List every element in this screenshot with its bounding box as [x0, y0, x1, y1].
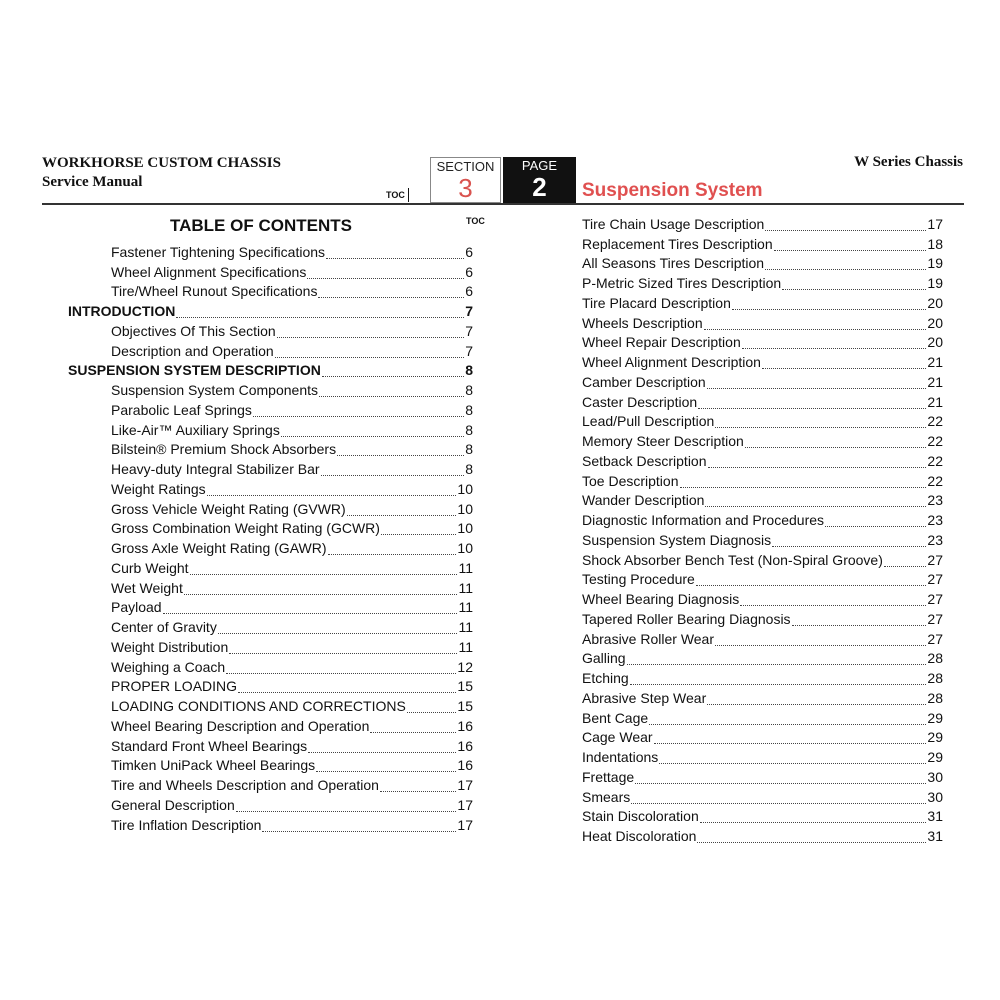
toc-entry[interactable]: [68, 775, 473, 795]
dot-leader: [236, 811, 457, 812]
manual-brand: [42, 154, 281, 192]
dot-leader: [407, 712, 457, 713]
dot-leader: [321, 475, 465, 476]
toc-entry-title: Wheel Bearing Description and Operation: [111, 717, 370, 734]
section-label: SECTION: [436, 159, 495, 174]
toc-entry[interactable]: [68, 598, 473, 618]
toc-entry-page: 7: [465, 322, 473, 339]
toc-entry[interactable]: [582, 333, 943, 353]
toc-entry-title: Suspension System Components: [111, 382, 318, 399]
toc-entry[interactable]: [582, 728, 943, 748]
dot-leader: [825, 526, 926, 527]
toc-entry-title: Timken UniPack Wheel Bearings: [111, 757, 316, 774]
toc-entry[interactable]: [68, 677, 473, 697]
toc-entry-title: Gross Vehicle Weight Rating (GVWR): [111, 500, 346, 517]
toc-entry-page: 20: [927, 334, 943, 351]
toc-entry-page: 6: [465, 243, 473, 260]
dot-leader: [381, 534, 456, 535]
toc-entry[interactable]: [582, 471, 943, 491]
toc-entry-page: 10: [457, 520, 473, 537]
toc-entry[interactable]: [582, 629, 943, 649]
toc-column-left: [68, 242, 473, 835]
toc-entry-title: Diagnostic Information and Procedures: [582, 512, 825, 529]
dot-leader: [774, 250, 927, 251]
toc-entry[interactable]: [68, 815, 473, 835]
dot-leader: [742, 348, 927, 349]
toc-entry-title: Gross Axle Weight Rating (GAWR): [111, 540, 327, 557]
toc-entry-title: Center of Gravity: [111, 619, 217, 636]
toc-entry[interactable]: [582, 787, 943, 807]
dot-leader: [380, 791, 456, 792]
toc-entry-page: 23: [927, 512, 943, 529]
toc-entry-page: 20: [927, 314, 943, 331]
page-number: 2: [532, 172, 547, 202]
toc-link[interactable]: TOC: [386, 188, 409, 202]
toc-entry[interactable]: [68, 301, 473, 321]
brand-title: WORKHORSE CUSTOM CHASSIS: [42, 155, 281, 171]
toc-entry[interactable]: [68, 479, 473, 499]
toc-entry-title: Caster Description: [582, 393, 698, 410]
toc-entry[interactable]: [582, 273, 943, 293]
toc-entry-title: Tire Inflation Description: [111, 816, 262, 833]
toc-entry-page: 21: [927, 373, 943, 390]
dot-leader: [184, 594, 458, 595]
dot-leader: [708, 467, 927, 468]
toc-entry-title: Indentations: [582, 749, 659, 766]
toc-entry-title: Weight Distribution: [111, 638, 229, 655]
toc-entry-title: Camber Description: [582, 373, 706, 390]
toc-entry-page: 16: [457, 717, 473, 734]
toc-entry[interactable]: [582, 530, 943, 550]
dot-leader: [765, 230, 926, 231]
dot-leader: [772, 546, 926, 547]
dot-leader: [745, 447, 927, 448]
dot-leader: [697, 842, 926, 843]
toc-entry-page: 15: [457, 698, 473, 715]
toc-entry[interactable]: [582, 767, 943, 787]
toc-entry[interactable]: [68, 519, 473, 539]
page-box: [503, 157, 576, 203]
toc-entry[interactable]: [582, 589, 943, 609]
dot-leader: [705, 506, 926, 507]
toc-entry-page: 6: [465, 263, 473, 280]
dot-leader: [328, 554, 457, 555]
toc-entry-page: 6: [465, 283, 473, 300]
toc-entry-title: Wheel Alignment Description: [582, 354, 761, 371]
toc-entry-page: 11: [458, 579, 473, 596]
toc-entry-title: Abrasive Step Wear: [582, 689, 707, 706]
toc-entry-page: 7: [465, 342, 473, 359]
toc-entry[interactable]: [68, 795, 473, 815]
dot-leader: [627, 664, 927, 665]
toc-entry-page: 28: [927, 689, 943, 706]
toc-entry-title: Heavy-duty Integral Stabilizer Bar: [111, 461, 320, 478]
toc-entry-page: 12: [457, 658, 473, 675]
dot-leader: [631, 803, 926, 804]
toc-entry-page: 28: [927, 650, 943, 667]
toc-entry[interactable]: [582, 431, 943, 451]
toc-entry-title: Curb Weight: [111, 559, 189, 576]
toc-entry[interactable]: [582, 609, 943, 629]
dot-leader: [277, 337, 465, 338]
dot-leader: [347, 515, 457, 516]
toc-entry-page: 29: [927, 709, 943, 726]
toc-entry[interactable]: [582, 807, 943, 827]
toc-entry[interactable]: [582, 826, 943, 846]
dot-leader: [238, 692, 456, 693]
toc-entry-page: 21: [927, 354, 943, 371]
dot-leader: [884, 566, 927, 567]
toc-entry[interactable]: [582, 747, 943, 767]
toc-entry[interactable]: [68, 400, 473, 420]
toc-entry-title: Standard Front Wheel Bearings: [111, 737, 308, 754]
toc-entry-page: 28: [927, 670, 943, 687]
toc-entry[interactable]: [68, 538, 473, 558]
dot-leader: [698, 408, 926, 409]
toc-entry[interactable]: [582, 510, 943, 530]
toc-entry-title: Memory Steer Description: [582, 433, 744, 450]
dot-leader: [318, 297, 464, 298]
toc-entry[interactable]: [68, 380, 473, 400]
dot-leader: [707, 388, 927, 389]
toc-entry-title: Wheels Description: [582, 314, 703, 331]
toc-entry-title: Objectives Of This Section: [111, 322, 276, 339]
dot-leader: [732, 309, 927, 310]
toc-column-right: [582, 214, 943, 846]
toc-entry[interactable]: [582, 372, 943, 392]
toc-entry-title: Like-Air™ Auxiliary Springs: [111, 421, 280, 438]
toc-entry-title: Gross Combination Weight Rating (GCWR): [111, 520, 380, 537]
toc-entry-page: 31: [927, 828, 943, 845]
toc-entry-title: P-Metric Sized Tires Description: [582, 275, 782, 292]
section-title: Suspension System: [582, 180, 763, 201]
toc-entry[interactable]: [68, 736, 473, 756]
dot-leader: [659, 763, 926, 764]
toc-entry-title: Stain Discoloration: [582, 808, 699, 825]
toc-entry[interactable]: [68, 657, 473, 677]
toc-entry-page: 11: [458, 559, 473, 576]
toc-entry-page: 27: [927, 571, 943, 588]
toc-entry-page: 17: [927, 215, 943, 232]
toc-entry-title: INTRODUCTION: [68, 303, 176, 320]
toc-entry-title: Bilstein® Premium Shock Absorbers: [111, 441, 337, 458]
toc-entry-page: 8: [465, 441, 473, 458]
toc-entry-page: 10: [457, 480, 473, 497]
header-divider: [42, 203, 964, 205]
toc-entry[interactable]: [68, 578, 473, 598]
toc-entry[interactable]: [582, 412, 943, 432]
toc-entry-page: 22: [927, 433, 943, 450]
toc-entry[interactable]: [582, 668, 943, 688]
toc-entry-page: 15: [457, 678, 473, 695]
dot-leader: [337, 455, 464, 456]
toc-entry[interactable]: [68, 282, 473, 302]
toc-entry-page: 22: [927, 472, 943, 489]
toc-entry[interactable]: [68, 361, 473, 381]
toc-entry-page: 17: [457, 777, 473, 794]
toc-entry-page: 18: [927, 235, 943, 252]
toc-entry[interactable]: [68, 420, 473, 440]
toc-entry-page: 27: [927, 630, 943, 647]
dot-leader: [715, 427, 926, 428]
toc-entry[interactable]: [582, 688, 943, 708]
toc-entry[interactable]: [582, 491, 943, 511]
toc-entry-title: Replacement Tires Description: [582, 235, 773, 252]
dot-leader: [308, 752, 456, 753]
toc-entry-page: 31: [927, 808, 943, 825]
toc-entry-title: Wander Description: [582, 492, 705, 509]
dot-leader: [370, 732, 456, 733]
toc-entry-page: 22: [927, 452, 943, 469]
toc-entry-title: Abrasive Roller Wear: [582, 630, 715, 647]
dot-leader: [654, 743, 927, 744]
toc-entry-title: Bent Cage: [582, 709, 649, 726]
dot-leader: [649, 724, 926, 725]
dot-leader: [316, 771, 456, 772]
toc-entry-title: Cage Wear: [582, 729, 653, 746]
toc-entry-page: 23: [927, 492, 943, 509]
toc-entry-page: 19: [927, 255, 943, 272]
toc-entry[interactable]: [68, 341, 473, 361]
toc-entry-page: 22: [927, 413, 943, 430]
toc-entry-page: 11: [458, 599, 473, 616]
toc-entry-page: 8: [465, 421, 473, 438]
dot-leader: [630, 684, 927, 685]
toc-entry[interactable]: [582, 550, 943, 570]
toc-entry-page: 11: [458, 619, 473, 636]
toc-entry-title: Wheel Repair Description: [582, 334, 741, 351]
toc-entry-title: Description and Operation: [111, 342, 274, 359]
toc-entry-page: 10: [457, 540, 473, 557]
dot-leader: [715, 645, 926, 646]
section-box: [430, 157, 501, 203]
toc-entry[interactable]: [582, 352, 943, 372]
toc-entry-title: Heat Discoloration: [582, 828, 697, 845]
toc-entry-title: Payload: [111, 599, 162, 616]
toc-entry-title: Weight Ratings: [111, 480, 206, 497]
dot-leader: [782, 289, 926, 290]
toc-entry[interactable]: [68, 440, 473, 460]
dot-leader: [218, 633, 458, 634]
toc-entry-page: 20: [927, 294, 943, 311]
toc-entry-page: 17: [457, 796, 473, 813]
dot-leader: [635, 783, 926, 784]
toc-entry-page: 30: [927, 788, 943, 805]
toc-entry-page: 16: [457, 757, 473, 774]
toc-entry-title: Parabolic Leaf Springs: [111, 401, 252, 418]
toc-entry[interactable]: [582, 234, 943, 254]
toc-entry-page: 10: [457, 500, 473, 517]
toc-entry[interactable]: [582, 451, 943, 471]
toc-entry-title: Wet Weight: [111, 579, 183, 596]
toc-entry-page: 8: [465, 461, 473, 478]
toc-entry[interactable]: [68, 499, 473, 519]
dot-leader: [262, 831, 456, 832]
toc-entry-title: Shock Absorber Bench Test (Non-Spiral Groove): [582, 551, 883, 568]
dot-leader: [326, 258, 464, 259]
toc-entry-page: 7: [465, 303, 473, 320]
toc-entry[interactable]: [68, 756, 473, 776]
toc-entry[interactable]: [582, 392, 943, 412]
toc-entry-page: 8: [465, 382, 473, 399]
toc-entry[interactable]: [68, 242, 473, 262]
dot-leader: [700, 822, 927, 823]
toc-entry-page: 11: [458, 638, 473, 655]
toc-entry-title: LOADING CONDITIONS AND CORRECTIONS: [111, 698, 406, 715]
toc-entry[interactable]: [68, 716, 473, 736]
section-number: 3: [458, 173, 473, 203]
toc-entry-page: 27: [927, 551, 943, 568]
toc-entry[interactable]: [582, 214, 943, 234]
dot-leader: [696, 585, 927, 586]
chassis-name: W Series Chassis: [854, 154, 963, 170]
dot-leader: [281, 436, 464, 437]
dot-leader: [765, 269, 926, 270]
dot-leader: [275, 357, 465, 358]
toc-entry[interactable]: [68, 321, 473, 341]
toc-entry-title: Toe Description: [582, 472, 679, 489]
dot-leader: [190, 574, 458, 575]
toc-entry-title: Testing Procedure: [582, 571, 695, 588]
dot-leader: [163, 613, 458, 614]
toc-entry-page: 27: [927, 610, 943, 627]
toc-entry-title: Setback Description: [582, 452, 707, 469]
toc-entry[interactable]: [582, 570, 943, 590]
toc-entry-title: Tire/Wheel Runout Specifications: [111, 283, 318, 300]
dot-leader: [253, 416, 464, 417]
toc-entry-title: PROPER LOADING: [111, 678, 238, 695]
toc-entry[interactable]: [582, 293, 943, 313]
toc-entry-page: 29: [927, 749, 943, 766]
dot-leader: [704, 329, 927, 330]
toc-entry-title: Tire Chain Usage Description: [582, 215, 765, 232]
toc-entry-page: 19: [927, 275, 943, 292]
toc-entry[interactable]: [68, 696, 473, 716]
toc-entry-page: 29: [927, 729, 943, 746]
dot-leader: [792, 625, 927, 626]
dot-leader: [322, 376, 464, 377]
toc-entry-title: Lead/Pull Description: [582, 413, 715, 430]
toc-entry-title: Tire and Wheels Description and Operation: [111, 777, 379, 794]
toc-title: TABLE OF CONTENTS: [170, 216, 352, 235]
toc-marker[interactable]: TOC: [466, 216, 485, 226]
toc-entry[interactable]: [582, 254, 943, 274]
toc-entry-page: 8: [465, 401, 473, 418]
dot-leader: [740, 605, 926, 606]
dot-leader: [707, 704, 926, 705]
dot-leader: [226, 673, 456, 674]
toc-entry-page: 8: [465, 362, 473, 379]
toc-entry[interactable]: [582, 313, 943, 333]
toc-entry-title: SUSPENSION SYSTEM DESCRIPTION: [68, 362, 321, 379]
toc-entry[interactable]: [68, 617, 473, 637]
toc-entry-page: 30: [927, 768, 943, 785]
toc-entry[interactable]: [68, 262, 473, 282]
toc-entry-title: All Seasons Tires Description: [582, 255, 765, 272]
dot-leader: [176, 317, 464, 318]
toc-entry-title: Fastener Tightening Specifications: [111, 243, 326, 260]
dot-leader: [762, 368, 926, 369]
toc-entry[interactable]: [68, 637, 473, 657]
dot-leader: [307, 278, 464, 279]
toc-entry-title: Etching: [582, 670, 629, 687]
dot-leader: [680, 487, 927, 488]
brand-subtitle: Service Manual: [42, 174, 143, 190]
toc-entry-title: Tire Placard Description: [582, 294, 731, 311]
toc-entry-page: 17: [457, 816, 473, 833]
toc-entry-page: 21: [927, 393, 943, 410]
toc-entry-title: Weighing a Coach: [111, 658, 226, 675]
toc-entry-page: 16: [457, 737, 473, 754]
dot-leader: [319, 396, 464, 397]
toc-entry-title: Frettage: [582, 768, 635, 785]
toc-entry-page: 23: [927, 531, 943, 548]
toc-entry-title: Galling: [582, 650, 626, 667]
toc-entry-title: Wheel Bearing Diagnosis: [582, 591, 740, 608]
dot-leader: [207, 495, 457, 496]
dot-leader: [229, 653, 457, 654]
toc-entry[interactable]: [582, 708, 943, 728]
toc-entry-title: Smears: [582, 788, 631, 805]
toc-entry-page: 27: [927, 591, 943, 608]
toc-entry[interactable]: [582, 649, 943, 669]
toc-entry[interactable]: [68, 459, 473, 479]
toc-entry-title: Tapered Roller Bearing Diagnosis: [582, 610, 791, 627]
toc-entry[interactable]: [68, 558, 473, 578]
toc-entry-title: General Description: [111, 796, 235, 813]
page-label: PAGE: [521, 158, 558, 173]
toc-entry-title: Suspension System Diagnosis: [582, 531, 772, 548]
toc-entry-title: Wheel Alignment Specifications: [111, 263, 307, 280]
